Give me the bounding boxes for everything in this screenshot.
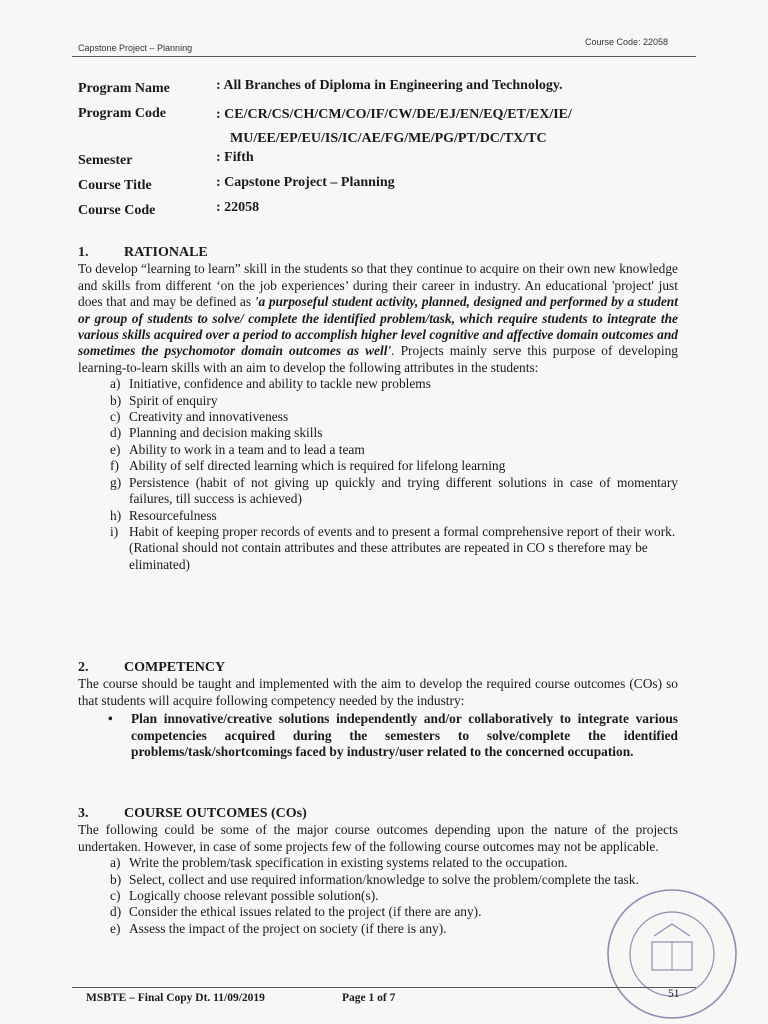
rationale-heading [78,245,678,261]
rationale-text-2: . Projects mainly serve this purpose of developing learning-to-learn skills with an aim to develop the following attributes in the students: [78,343,678,375]
course-outcomes-heading [78,806,678,822]
list-marker: b) [110,871,122,887]
list-marker: g) [110,474,122,490]
list-item [86,524,678,540]
program-code-line-1: : CE/CR/CS/CH/CM/CO/IF/CW/DE/EJ/EN/EQ/ET/EX/IE/ [216,107,572,122]
list-item-text: Ability of self directed learning which is required for lifelong learning [129,458,506,474]
list-item [86,393,678,409]
list-item-text: Ability to work in a team and to lead a team [129,441,365,457]
course-outcomes-paragraph: The following could be some of the major course outcomes depending upon the nature of the projects undertaken. However, in case of some projects few of the following course outcomes may not be applicable. [78,822,678,854]
list-item-text: Creativity and innovativeness [129,409,289,425]
rationale-paragraph [78,261,678,376]
footer-handwritten-number: 51 [668,988,680,1000]
course-code-value: : 22058 [216,200,260,215]
list-item [86,508,678,524]
list-marker: b) [110,392,122,408]
list-marker: e) [110,441,121,457]
course-outcomes-title: COURSE OUTCOMES (COs) [124,806,307,821]
list-item [86,921,678,937]
list-item [86,904,678,920]
list-marker: d) [110,904,122,920]
attributes-list [86,376,678,540]
course-title-value: : Capstone Project – Planning [216,175,395,190]
program-code-label: Program Code [78,106,166,121]
list-item-text: Write the problem/task specification in existing systems related to the occupation. [129,855,568,871]
header-course-title: Capstone Project – Planning [78,43,193,53]
competency-number: 2. [78,660,89,675]
header-course-code: Course Code: 22058 [585,37,669,47]
list-marker: e) [110,920,121,936]
list-marker: c) [110,888,121,904]
list-item-text: Select, collect and use required information/knowledge to solve the problem/complete the task. [129,871,639,887]
list-item [86,442,678,458]
course-outcomes-section [78,806,678,937]
list-item-text: Spirit of enquiry [129,392,218,408]
footer-copy-date: MSBTE – Final Copy Dt. 11/09/2019 [86,992,265,1004]
board-seal-stamp [602,884,742,1024]
course-title-label: Course Title [78,178,152,193]
list-item-text: Initiative, confidence and ability to tackle new problems [129,376,431,392]
rationale-text-1: To develop “learning to learn” skill in the students so that they continue to acquire on their own new knowledge and skills from different ‘on the job experiences’ during their career in industry. An educational 'project' just does that and may be defined as [78,261,678,310]
semester-label: Semester [78,153,133,168]
competency-section [78,660,678,760]
project-definition-quote: 'a purposeful student activity, planned, designed and performed by a student or group of students to solve/ complete the identified problem/task, which require students to integrate the various skills acquired over a period to accomplish higher level cognitive and affective domain outcomes and sometimes the psychomotor domain outcomes as well' [78,294,678,359]
list-item-text: Assess the impact of the project on society (if there is any). [129,920,447,936]
list-marker: d) [110,425,122,441]
program-name-value: : All Branches of Diploma in Engineering and Technology. [216,78,563,93]
course-outcomes-number: 3. [78,806,89,821]
list-item [86,458,678,474]
list-item-text: Logically choose relevant possible solution(s). [129,888,379,904]
list-item [86,855,678,871]
competency-statement: Plan innovative/creative solutions independently and/or collaboratively to integrate various competencies acquired during the semesters to solve/complete the identified problems/task/shortcomings faced by industry/user related to the concerned occupation. [131,711,678,760]
list-item [86,872,678,888]
list-marker: f) [110,458,119,474]
program-name-row [78,78,698,103]
competency-title: COMPETENCY [124,660,226,675]
program-code-line-2: MU/EE/EP/EU/IS/IC/AE/FG/ME/PG/PT/DC/TX/TC [230,131,547,146]
course-title-row [78,175,698,200]
program-code-value [216,103,572,151]
header-divider [72,56,696,57]
list-item-text: Persistence (habit of not giving up quickly and trying different solutions in case of momentary failures, till success is achieved) [129,474,678,507]
list-marker: c) [110,409,121,425]
course-code-row [78,200,698,225]
rationale-section [78,245,678,573]
course-code-label: Course Code [78,203,156,218]
list-item [86,425,678,441]
footer-page-number: Page 1 of 7 [342,992,396,1004]
semester-value: : Fifth [216,150,254,165]
list-item-text: Resourcefulness [129,507,217,523]
list-item [86,376,678,392]
list-item-text: Consider the ethical issues related to the project (if there are any). [129,904,482,920]
competency-paragraph: The course should be taught and implemented with the aim to develop the required course outcomes (COs) so that students will acquire following competency needed by the industry: [78,676,678,708]
list-marker: h) [110,507,122,523]
rationale-note: (Rational should not contain attributes and these attributes are repeated in CO s therefore may be eliminated) [129,540,648,572]
competency-heading [78,660,678,676]
rationale-number: 1. [78,245,89,260]
competency-bullet [86,711,678,760]
rationale-title: RATIONALE [124,245,208,260]
list-item [86,409,678,425]
program-info-table [78,78,698,225]
list-marker: i) [110,523,119,539]
list-item-text: Habit of keeping proper records of events and to present a formal comprehensive report of their work. [129,523,676,539]
semester-row [78,150,698,175]
list-marker: a) [110,855,121,871]
program-name-label: Program Name [78,81,170,96]
footer-divider [72,987,696,988]
bullet-icon: • [108,711,113,727]
list-item-text: Planning and decision making skills [129,425,323,441]
list-item [86,888,678,904]
list-marker: a) [110,376,121,392]
course-outcomes-list [86,855,678,937]
program-code-row [78,103,698,150]
list-item [86,475,678,508]
